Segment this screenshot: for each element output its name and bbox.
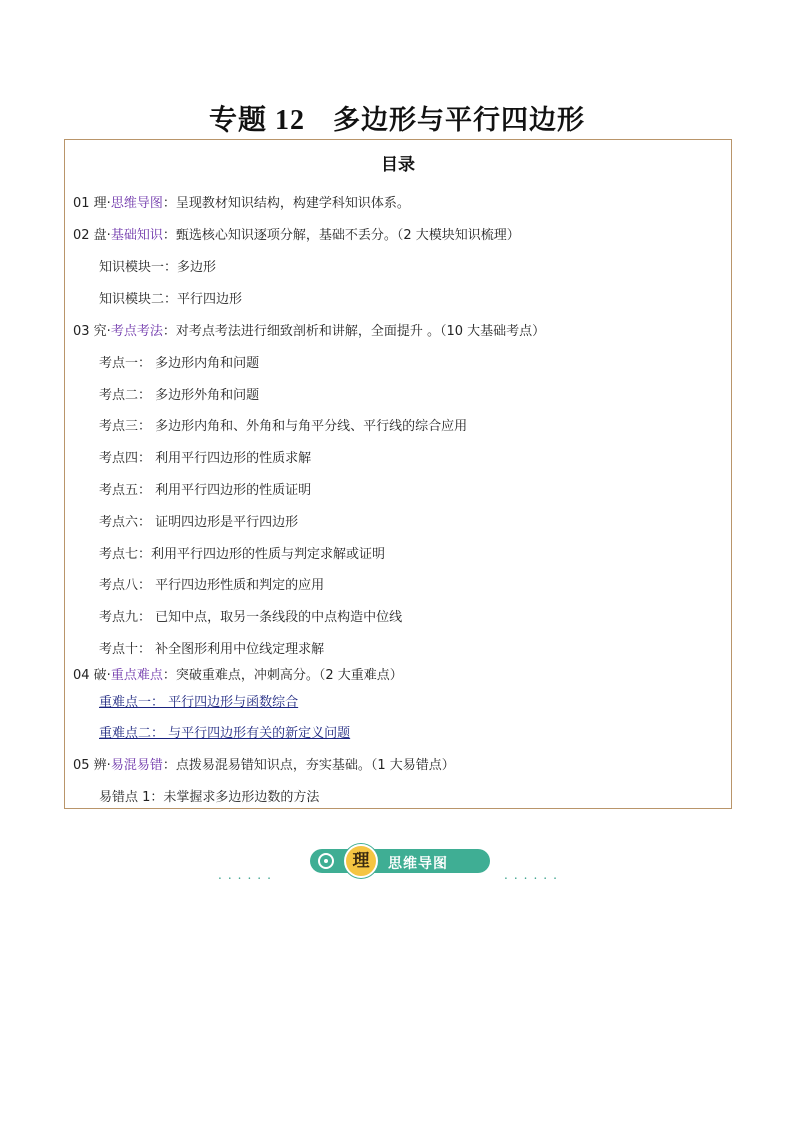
toc-section-02[interactable] bbox=[73, 224, 520, 243]
table-of-contents bbox=[64, 139, 732, 809]
section-description: ：突破重难点，冲刺高分。（2 大重难点） bbox=[162, 668, 403, 683]
toc-heading: 目录 bbox=[381, 155, 415, 175]
toc-item-yicuo-1[interactable]: 易错点 1：未掌握求多边形边数的方法 bbox=[99, 790, 320, 805]
title-text: 多边形与平行四边形 bbox=[333, 105, 585, 136]
section-keyword: 重点难点 bbox=[110, 668, 163, 683]
toc-item-kaodian-5[interactable]: 考点五： 利用平行四边形的性质证明 bbox=[99, 483, 312, 498]
toc-item-kaodian-4[interactable]: 考点四： 利用平行四边形的性质求解 bbox=[99, 451, 312, 466]
toc-section-04[interactable] bbox=[73, 664, 403, 683]
section-prefix: 02 盘· bbox=[73, 228, 111, 243]
toc-item-kaodian-7[interactable]: 考点七：利用平行四边形的性质与判定求解或证明 bbox=[99, 547, 386, 562]
section-banner-mindmap bbox=[218, 846, 582, 882]
dots-left: ...... bbox=[218, 868, 277, 882]
banner-label: 思维导图 bbox=[388, 856, 448, 872]
toc-section-01[interactable] bbox=[73, 192, 410, 211]
toc-item-kaodian-6[interactable]: 考点六： 证明四边形是平行四边形 bbox=[99, 515, 299, 530]
toc-item-kaodian-9[interactable]: 考点九： 已知中点，取另一条线段的中点构造中位线 bbox=[99, 610, 403, 625]
dots-right: ...... bbox=[504, 868, 563, 882]
toc-item-kaodian-1[interactable]: 考点一： 多边形内角和问题 bbox=[99, 356, 260, 371]
badge-li: 理 bbox=[344, 844, 378, 878]
section-keyword: 基础知识 bbox=[110, 228, 163, 243]
section-prefix: 01 理· bbox=[73, 196, 111, 211]
toc-link-nandian-1[interactable]: 重难点一： 平行四边形与函数综合 bbox=[99, 695, 299, 710]
toc-item-kaodian-8[interactable]: 考点八： 平行四边形性质和判定的应用 bbox=[99, 578, 325, 593]
section-description: ：呈现教材知识结构，构建学科知识体系。 bbox=[162, 196, 410, 211]
toc-section-03[interactable] bbox=[73, 320, 545, 339]
section-description: ：对考点考法进行细致剖析和讲解，全面提升 。（10 大基础考点） bbox=[162, 324, 546, 339]
section-description: ：点拨易混易错知识点，夯实基础。（1 大易错点） bbox=[162, 758, 455, 773]
section-prefix: 03 究· bbox=[73, 324, 111, 339]
toc-item-module-1[interactable]: 知识模块一：多边形 bbox=[99, 260, 217, 275]
toc-item-kaodian-3[interactable]: 考点三： 多边形内角和、外角和与角平分线、平行线的综合应用 bbox=[99, 419, 468, 434]
title-number: 专题 12 bbox=[208, 105, 305, 136]
toc-item-kaodian-10[interactable]: 考点十： 补全图形利用中位线定理求解 bbox=[99, 642, 325, 657]
toc-section-05[interactable] bbox=[73, 754, 455, 773]
section-prefix: 04 破· bbox=[73, 668, 111, 683]
section-prefix: 05 辨· bbox=[73, 758, 111, 773]
page-title bbox=[0, 98, 794, 138]
target-icon bbox=[318, 853, 334, 869]
toc-item-kaodian-2[interactable]: 考点二： 多边形外角和问题 bbox=[99, 388, 260, 403]
section-description: ：甄选核心知识逐项分解，基础不丢分。（2 大模块知识梳理） bbox=[162, 228, 520, 243]
section-keyword: 易混易错 bbox=[110, 758, 163, 773]
section-keyword: 考点考法 bbox=[110, 324, 163, 339]
toc-link-nandian-2[interactable]: 重难点二： 与平行四边形有关的新定义问题 bbox=[99, 726, 351, 741]
section-keyword: 思维导图 bbox=[110, 196, 163, 211]
toc-item-module-2[interactable]: 知识模块二：平行四边形 bbox=[99, 292, 243, 307]
